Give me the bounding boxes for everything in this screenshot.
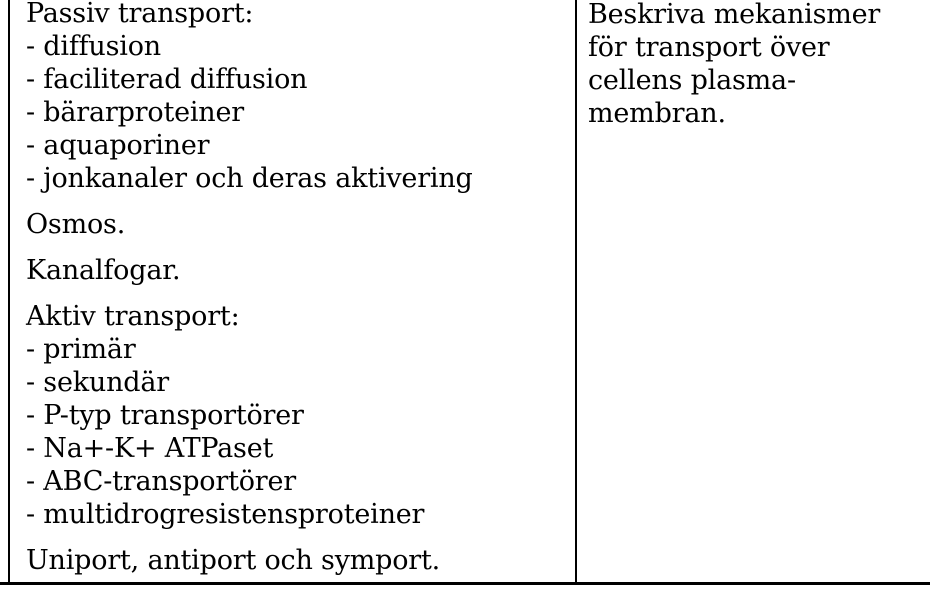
content-line: Uniport, antiport och symport. [26, 545, 441, 576]
objective-paragraph [588, 0, 924, 130]
objective-line: för transport över [588, 32, 830, 63]
content-line: - Na+-K+ ATPaset [26, 433, 274, 464]
content-paragraph-passive-transport [26, 0, 568, 195]
content-line: - multidrogresistensproteiner [26, 499, 425, 530]
content-paragraph-osmosis [26, 208, 568, 241]
content-line: - sekundär [26, 367, 169, 398]
content-paragraph-gap-junctions [26, 254, 568, 287]
content-paragraph-port-types [26, 544, 568, 577]
content-line: - aquaporiner [26, 130, 210, 161]
objective-line: Beskriva mekanismer [588, 0, 881, 30]
content-line: Passiv transport: [26, 0, 254, 29]
content-line: Kanalfogar. [26, 255, 181, 286]
table-bottom-border [0, 582, 930, 585]
table-column-divider [575, 0, 577, 585]
table-left-border [8, 0, 10, 585]
content-line: - jonkanaler och deras aktivering [26, 163, 473, 194]
content-line: Aktiv transport: [26, 301, 240, 332]
objective-cell [588, 0, 924, 130]
content-line: - bärarproteiner [26, 97, 244, 128]
content-line: Osmos. [26, 209, 126, 240]
content-line: - diffusion [26, 31, 161, 62]
content-line: - faciliterad diffusion [26, 64, 308, 95]
content-cell [26, 0, 568, 577]
content-line: - ABC-transportörer [26, 466, 296, 497]
content-line: - primär [26, 334, 136, 365]
objective-line: cellens plasma- [588, 65, 796, 96]
objective-line: membran. [588, 98, 726, 129]
content-paragraph-active-transport [26, 300, 568, 531]
content-line: - P-typ transportörer [26, 400, 304, 431]
